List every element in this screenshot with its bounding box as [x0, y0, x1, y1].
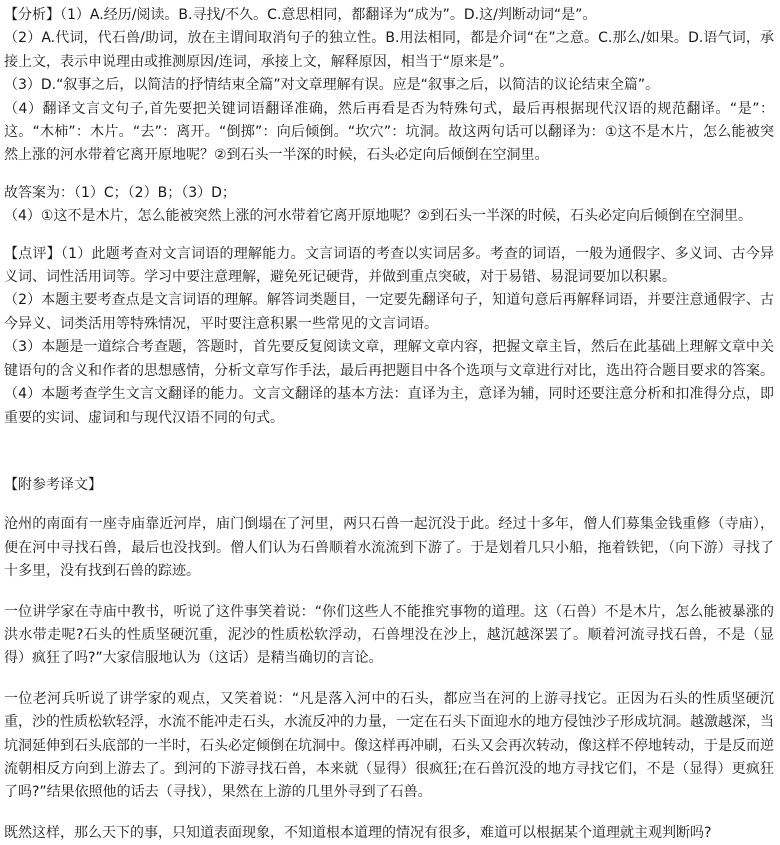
answer-line-1: 故答案为：（1）C；（2）B；（3）D；	[4, 184, 236, 201]
spacer	[4, 229, 774, 243]
comment-para-2: （2）本题主要考查点是文言词语的理解。解答词类题目，一定要先翻译句子，知道句意后再解释词语，并要注意通假字、古今异义、词类活用等特殊情况，平时要注意积累一些常见的文言词语。	[4, 292, 774, 332]
translation-heading: 【附参考译文】	[4, 476, 102, 493]
translation-para-3: 一位老河兵听说了讲学家的观点，又笑着说：“凡是落入河中的石头，都应当在河的上游寻找它。正因为石头的性质坚硬沉重，沙的性质松软轻浮，水流不能冲走石头，水流反冲的力量，一定在石头下面迎水的地方侵蚀沙子形成坑洞。越激越深，当坑洞延伸到石头底部的一半时，石头必定倾倒在坑洞中。像这样再冲刷，石头又会再次转动，像这样不停地转动，于是反而逆流朝相反方向到上游去了。到河的下游寻找石兽，本来就（显得）很疯狂;在石兽沉没的地方寻找它们，不是（显得）更疯狂了吗?”结果依照他的话去（寻找），果然在上游的几里外寻到了石兽。	[4, 690, 774, 801]
analysis-line-2: （2）A.代词，代石兽/助词，放在主谓间取消句子的独立性。B.用法相同，都是介词“在”之意。C.那么/如果。D.语气词，承接上文，表示申说理由或推测原因/连词，承接上文，解释原因，相当于“原来是”。	[4, 30, 774, 70]
spacer	[4, 430, 774, 474]
spacer	[4, 497, 774, 513]
comment-para-3: （3）本题是一道综合考查题，答题时，首先要反复阅读文章，理解文章内容，把握文章主旨，然后在此基础上理解文章中关键语句的含义和作者的思想感情，分析文章写作手法，最后再把题目中各个选项与文章进行对比，选出符合题目要求的答案。	[4, 339, 774, 379]
translation-para-4: 既然这样，那么天下的事，只知道表面现象，不知道根本道理的情况有很多，难道可以根据某个道理就主观判断吗?	[4, 824, 712, 841]
translation-para-1: 沧州的南面有一座寺庙靠近河岸，庙门倒塌在了河里，两只石兽一起沉没于此。经过十多年，僧人们募集金钱重修（寺庙），便在河中寻找石兽，最后也没找到。僧人们认为石兽顺着水流流到下游了。于是划着几只小船，拖着铁钯，（向下游）寻找了十多里，没有找到石兽的踪迹。	[4, 516, 774, 580]
answer-line-2: （4）①这不是木片，怎么能被突然上涨的河水带着它离开原地呢？②到石头一半深的时候，石头必定向后倾倒在空洞里。	[4, 208, 753, 225]
comment-para-1: 【点评】（1）此题考查对文言词语的理解能力。文言词语的考查以实词居多。考查的词语，一般为通假字、多义词、古今异义词、词性活用词等。学习中要注意理解，避免死记硬背，并做到重点突破，对于易错、易混词要加以积累。	[4, 245, 774, 286]
analysis-line-4: （4）翻译文言文句子,首先要把关键词语翻译准确，然后再看是否为特殊句式，最后再根据现代汉语的规范翻译。“是”：这。“木柿”：木片。“去”：离开。“倒掷”：向后倾倒。“坎穴”：坑洞。故这两句话可以翻译为：①这不是木片，怎么能被突然上涨的河水带着它离开原地呢？②到石头一半深的时候，石头必定向后倾倒在空洞里。	[4, 100, 774, 164]
spacer	[4, 168, 774, 182]
spacer	[4, 805, 774, 822]
analysis-line-3: （3）D.“叙事之后，以简洁的抒情结束全篇”对文章理解有误。应是“叙事之后，以简洁的议论结束全篇”。	[4, 77, 660, 94]
comment-para-4: （4）本题考查学生文言文翻译的能力。文言文翻译的基本方法：直译为主，意译为辅，同时还要注意分析和扣准得分点，即重要的实词、虚词和与现代汉语不同的句式。	[4, 386, 774, 426]
spacer	[4, 584, 774, 601]
translation-para-2: 一位讲学家在寺庙中教书，听说了这件事笑着说：“你们这些人不能推究事物的道理。这（石兽）不是木片，怎么能被暴涨的洪水带走呢?石头的性质坚硬沉重，泥沙的性质松软浮动，石兽埋没在沙上，越沉越深罢了。顺着河流寻找石兽，不是（显得）疯狂了吗?”大家信服地认为（这话）是精当确切的言论。	[4, 603, 774, 667]
analysis-line-1: 【分析】（1）A.经历/阅读。B.寻找/不久。C.意思相同，都翻译为“成为”。D.这/判断动词“是”。	[4, 7, 597, 23]
spacer	[4, 671, 774, 688]
